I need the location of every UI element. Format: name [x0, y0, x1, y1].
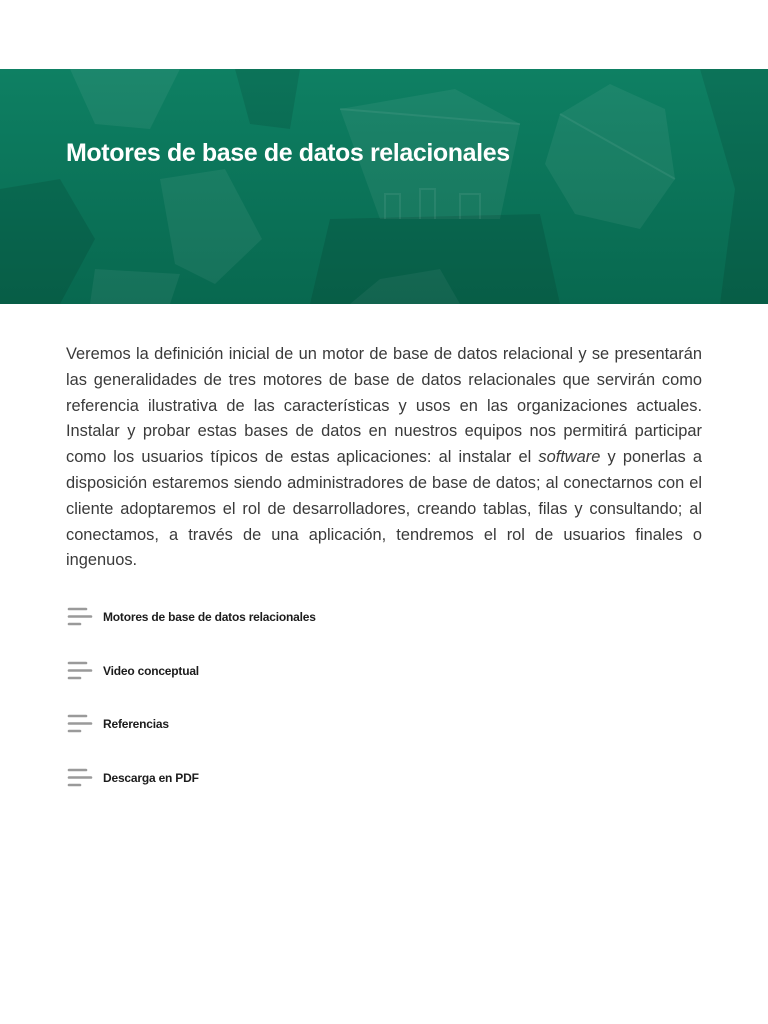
nav-item-label: Referencias — [103, 717, 169, 731]
intro-text-part-2: y ponerlas a disposición estaremos siendo administradores de base de datos; al conectarnos con el cliente adoptaremos el rol de desarrolladores, creando tablas, filas y consultando; al conectamos, a través de una aplicación, tendremos el rol de usuarios finales o ingenuos. — [66, 448, 702, 570]
hero-background-image — [0, 69, 768, 304]
intro-paragraph — [66, 342, 702, 574]
nav-item-label: Video conceptual — [103, 664, 199, 678]
nav-item-motores[interactable] — [66, 602, 466, 632]
list-lines-icon — [66, 712, 94, 736]
nav-item-video[interactable] — [66, 656, 466, 686]
nav-item-descarga-pdf[interactable] — [66, 763, 466, 793]
list-lines-icon — [66, 659, 94, 683]
nav-item-referencias[interactable] — [66, 709, 466, 739]
intro-text-part-1: Veremos la definición inicial de un motor de base de datos relacional y se presentarán las generalidades de tres motores de base de datos relacionales que servirán como referencia ilustrativa de las características y usos en las organizaciones actuales. Instalar y probar estas bases de datos en nuestros equipos nos permitirá participar como los usuarios típicos de estas aplicaciones: al instalar el — [66, 345, 702, 467]
nav-item-label: Descarga en PDF — [103, 771, 199, 785]
list-lines-icon — [66, 605, 94, 629]
nav-item-label: Motores de base de datos relacionales — [103, 610, 316, 624]
intro-italic-word: software — [538, 448, 601, 467]
page-title: Motores de base de datos relacionales — [66, 139, 510, 167]
list-lines-icon — [66, 766, 94, 790]
hero-banner — [0, 69, 768, 304]
